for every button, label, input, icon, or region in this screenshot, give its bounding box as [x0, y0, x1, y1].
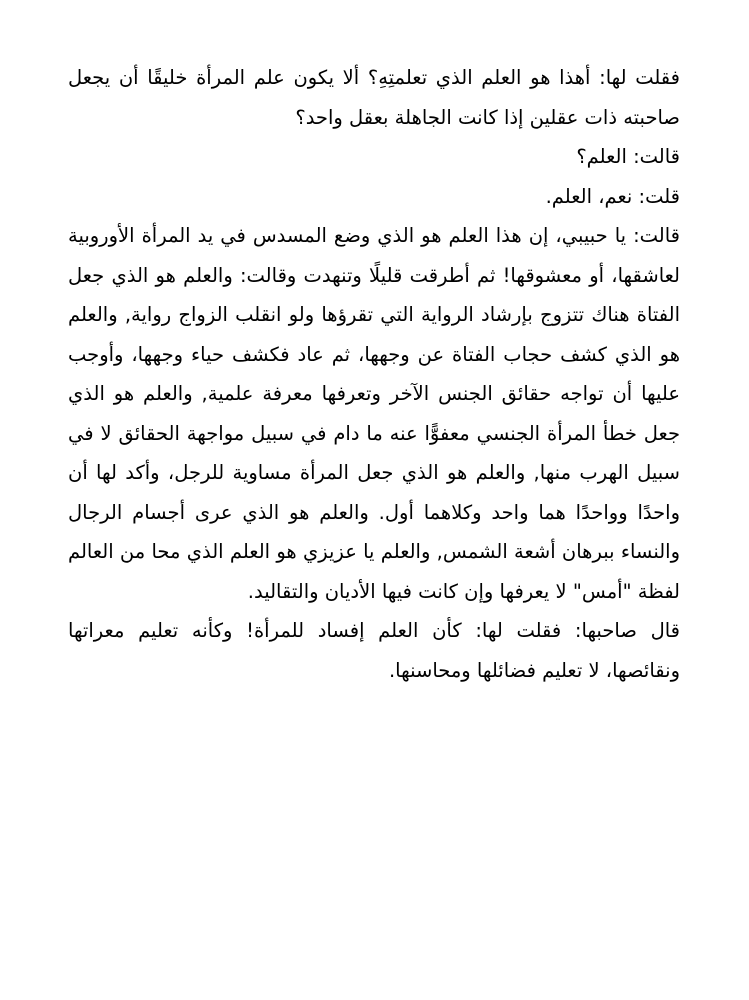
paragraph-i-answered: قلت: نعم، العلم. — [545, 184, 680, 208]
document-page — [68, 58, 680, 690]
paragraph-she-asked: قالت: العلم؟ — [576, 145, 680, 168]
paragraph-closing: قال صاحبها: فقلت لها: كأن العلم إفساد للمرأة! وكأنه تعليم معراتها ونقائصها، لا تعليم فضائلها ومحاسنها. — [68, 619, 680, 682]
paragraph-her-reply: قالت: يا حبيبي، إن هذا العلم هو الذي وضع المسدس في يد المرأة الأوروبية لعاشقها، أو معشوقها! ثم أطرقت قليلًا وتنهدت وقالت: والعلم هو الذي جعل الفتاة هناك تتزوج بإرشاد الرواية التي تقرؤها ولو انقلب الزواج رواية, والعلم هو الذي كشف حجاب الفتاة عن وجهها، ثم عاد فكشف حياء وجهها، وأوجب عليها أن تواجه حقائق الجنس الآخر وتعرفها معرفة علمية, والعلم هو الذي جعل خطأ المرأة الجنسي معفوًّا عنه ما دام في سبيل مواجهة الحقائق لا في سبيل الهرب منها, والعلم هو الذي جعل المرأة مساوية للرجل، وأكد لها أن واحدًا وواحدًا هما واحد وكلاهما أول. والعلم هو الذي عرى أجسام الرجال والنساء ببرهان أشعة الشمس, والعلم يا عزيزي هو العلم الذي محا من العالم لفظة "أمس" لا يعرفها وإن كانت فيها الأديان والتقاليد. — [68, 224, 680, 603]
paragraph-question: فقلت لها: أهذا هو العلم الذي تعلمتِهِ؟ ألا يكون علم المرأة خليقًا أن يجعل صاحبته ذات عقلين إذا كانت الجاهلة بعقل واحد؟ — [68, 66, 680, 129]
